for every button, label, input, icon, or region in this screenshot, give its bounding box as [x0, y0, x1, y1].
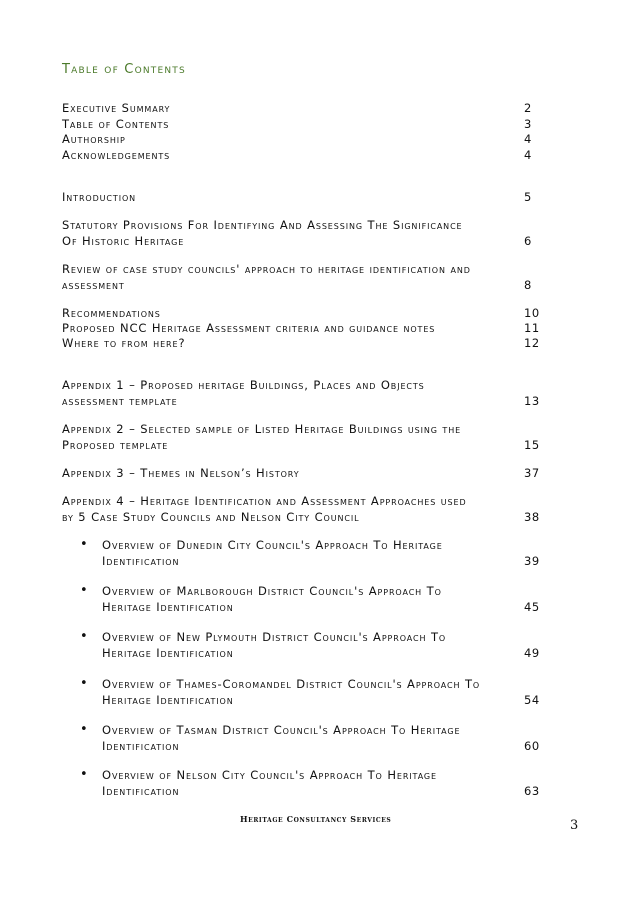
toc-entry-appendix-3[interactable]: Appendix 3 – Themes in Nelson’s History [62, 466, 300, 480]
toc-entry-authorship[interactable]: Authorship [62, 132, 126, 146]
toc-page-number: 11 [524, 321, 540, 335]
bullet-icon: • [80, 722, 88, 737]
bullet-icon: • [80, 629, 88, 644]
toc-entry-appendix-1-cont[interactable]: assessment template [62, 394, 178, 408]
toc-page-number: 5 [524, 190, 532, 204]
toc-page-number: 4 [524, 132, 532, 146]
toc-subentry-dunedin[interactable]: Overview of Dunedin City Council's Approach To Heritage [102, 538, 443, 552]
toc-entry-appendix-4-cont[interactable]: by 5 Case Study Councils and Nelson City Council [62, 510, 360, 524]
toc-subentry-thames-coromandel-cont[interactable]: Heritage Identification [102, 693, 234, 707]
toc-subentry-nelson-cont[interactable]: Identification [102, 784, 180, 798]
toc-entry-appendix-2[interactable]: Appendix 2 – Selected sample of Listed Heritage Buildings using the [62, 422, 462, 436]
bullet-icon: • [80, 767, 88, 782]
toc-subentry-new-plymouth[interactable]: Overview of New Plymouth District Council's Approach To [102, 630, 447, 644]
toc-entry-recommendations[interactable]: Recommendations [62, 306, 161, 320]
toc-subentry-thames-coromandel[interactable]: Overview of Thames-Coromandel District Council's Approach To [102, 677, 481, 691]
toc-page-number: 8 [524, 278, 532, 292]
toc-entry-appendix-2-cont[interactable]: Proposed template [62, 438, 169, 452]
toc-subentry-marlborough[interactable]: Overview of Marlborough District Council's Approach To [102, 584, 442, 598]
toc-entry-review-case-study[interactable]: Review of case study councils' approach to heritage identification and [62, 262, 471, 276]
toc-entry-appendix-1[interactable]: Appendix 1 – Proposed heritage Buildings, Places and Objects [62, 378, 425, 392]
toc-page-number: 10 [524, 306, 540, 320]
toc-page-number: 13 [524, 394, 540, 408]
toc-heading: Table of Contents [62, 62, 186, 77]
toc-page-number: 39 [524, 554, 540, 568]
toc-page-number: 49 [524, 646, 540, 660]
page-number: 3 [570, 818, 579, 833]
bullet-icon: • [80, 537, 88, 552]
toc-subentry-marlborough-cont[interactable]: Heritage Identification [102, 600, 234, 614]
toc-subentry-nelson[interactable]: Overview of Nelson City Council's Approach To Heritage [102, 768, 437, 782]
toc-page-number: 2 [524, 101, 532, 115]
toc-page-number: 12 [524, 336, 540, 350]
footer-text: Heritage Consultancy Services [240, 814, 392, 824]
bullet-icon: • [80, 583, 88, 598]
toc-entry-appendix-4[interactable]: Appendix 4 – Heritage Identification and Assessment Approaches used [62, 494, 467, 508]
toc-entry-proposed-ncc[interactable]: Proposed NCC Heritage Assessment criteria and guidance notes [62, 321, 436, 335]
toc-subentry-tasman[interactable]: Overview of Tasman District Council's Approach To Heritage [102, 723, 461, 737]
toc-page-number: 38 [524, 510, 540, 524]
toc-entry-review-case-study-cont[interactable]: assessment [62, 278, 125, 292]
toc-entry-acknowledgements[interactable]: Acknowledgements [62, 148, 171, 162]
toc-entry-introduction[interactable]: Introduction [62, 190, 137, 204]
toc-entry-statutory-provisions[interactable]: Statutory Provisions For Identifying And Assessing The Significance [62, 218, 463, 232]
toc-entry-where-to-from-here[interactable]: Where to from here? [62, 336, 186, 350]
toc-page-number: 37 [524, 466, 540, 480]
toc-page-number: 45 [524, 600, 540, 614]
toc-page-number: 15 [524, 438, 540, 452]
toc-entry-statutory-provisions-cont[interactable]: Of Historic Heritage [62, 234, 185, 248]
bullet-icon: • [80, 676, 88, 691]
toc-entry-executive-summary[interactable]: Executive Summary [62, 101, 171, 115]
toc-page-number: 4 [524, 148, 532, 162]
toc-page-number: 6 [524, 234, 532, 248]
toc-subentry-dunedin-cont[interactable]: Identification [102, 554, 180, 568]
toc-page-number: 3 [524, 117, 532, 131]
toc-subentry-tasman-cont[interactable]: Identification [102, 739, 180, 753]
toc-subentry-new-plymouth-cont[interactable]: Heritage Identification [102, 646, 234, 660]
toc-page-number: 60 [524, 739, 540, 753]
toc-page-number: 63 [524, 784, 540, 798]
toc-page-number: 54 [524, 693, 540, 707]
toc-entry-table-of-contents[interactable]: Table of Contents [62, 117, 170, 131]
